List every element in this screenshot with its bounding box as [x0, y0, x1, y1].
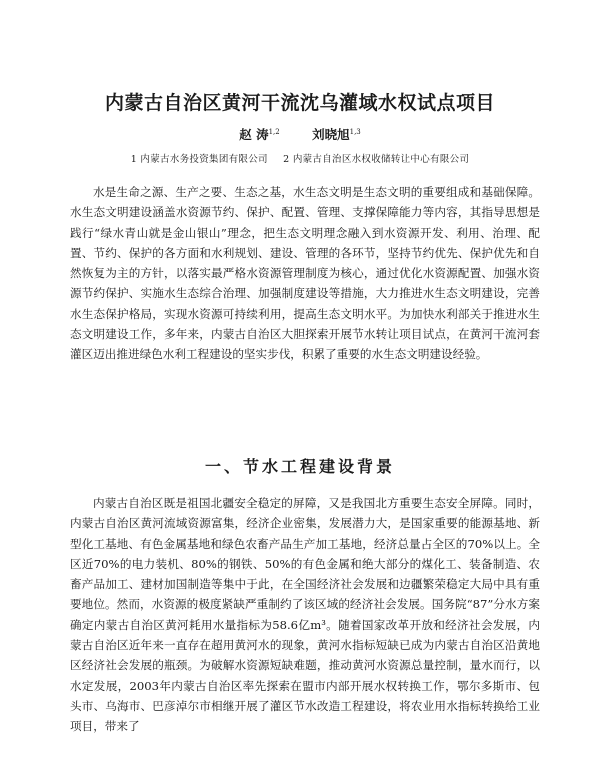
author-line: [0, 125, 600, 143]
author: [312, 127, 361, 142]
author-affiliation-marker: 1,2: [268, 127, 280, 136]
intro-paragraph: 水是生命之源、生产之要、生态之基，水生态文明是生态文明的重要组成和基础保障。水生态文明建设涵盖水资源节约、保护、配置、管理、支撑保障能力等内容，其指导思想是践行“绿水青山就是金山银山”理念，把生态文明理念融入到水资源开发、利用、治理、配置、节约、保护的各方面和水利规划、建设、管理的各环节，坚持节约优先、保护优先和自然恢复为主的方针，以落实最严格水资源管理制度为核心，通过优化水资源配置、加强水资源节约保护、实施水生态综合治理、加强制度建设等措施，大力推进水生态文明建设，完善水生态保护格局，实现水资源可持续利用，提高生态文明水平。为加快水利部关于推进水生态文明建设工作，多年来，内蒙古自治区大胆探索开展节水转让项目试点，在黄河干流河套灌区迈出推进绿色水利工程建设的坚实步伐，积累了重要的水生态文明建设经验。: [70, 185, 540, 362]
author-affiliation-marker: 1,3: [349, 127, 361, 136]
author-name: 刘晓旭: [312, 127, 350, 142]
author: [239, 127, 280, 142]
affiliation: 2 内蒙古自治区水权收储转让中心有限公司: [283, 154, 470, 165]
affiliation-line: [0, 151, 600, 165]
paper-title: 内蒙古自治区黄河干流沈乌灌域水权试点项目: [104, 92, 495, 114]
section-heading: 一、节水工程建设背景: [204, 457, 395, 476]
body-paragraph: 内蒙古自治区既是祖国北疆安全稳定的屏障，又是我国北方重要生态安全屏障。同时，内蒙古自治区黄河流域资源富集，经济企业密集，发展潜力大，是国家重要的能源基地、新型化工基地、有色金属基地和绿色农畜产品生产加工基地，经济总量占全区的70%以上。全区近70%的电力装机、80%的钢铁、50%的有色金属和绝大部分的煤化工、装备制造、农畜产品加工、建材加国制造等集中于此，在全国经济社会发展和边疆繁荣稳定大局中具有重要地位。然而，水资源的极度紧缺严重制约了该区域的经济社会发展。国务院“87”分水方案确定内蒙古自治区黄河耗用水量指标为58.6亿m³。随着国家改革开放和经济社会发展，内蒙古自治区近年来一直存在超用黄河水的现象，黄河水指标短缺已成为内蒙古自治区沿黄地区经济社会发展的瓶颈。为破解水资源短缺难题，推动黄河水资源总量控制，量水而行，以水定发展，2003年内蒙古自治区率先探索在盟市内部开展水权转换工作，鄂尔多斯市、包头市、乌海市、巴彦淖尔市相继开展了灌区节水改造工程建设，将农业用水指标转换给工业项目，带来了: [70, 496, 540, 734]
author-name: 赵 涛: [239, 127, 269, 142]
affiliation: 1 内蒙古水务投资集团有限公司: [130, 154, 268, 165]
